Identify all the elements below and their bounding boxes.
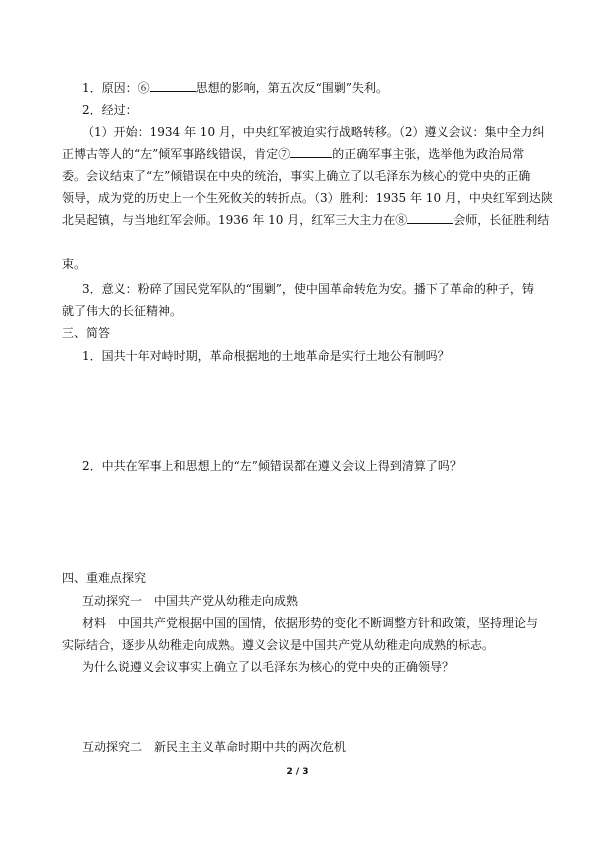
fill-blank-7[interactable] (290, 145, 332, 158)
page-number: 2 / 3 (286, 767, 309, 777)
section-heading-3: 三、简答 (62, 326, 111, 340)
explore-1-title: 互动探究一 中国共产党从幼稚走向成熟 (82, 594, 299, 608)
significance-line-2: 就了伟大的长征精神。 (62, 304, 183, 318)
fill-blank-8[interactable] (407, 211, 453, 224)
process-line-4: 领导，成为党的历史上一个生死攸关的转折点。（3）胜利：1935 年 10 月，中央红军到达陕 (62, 191, 553, 205)
process-line-7: 束。 (62, 257, 87, 271)
material-line-2: 实际结合，逐步从幼稚走向成熟。遵义会议是中国共产党从幼稚走向成熟的标志。 (62, 638, 495, 652)
significance-line-1: 3．意义：粉碎了国民党军队的“围剿”，使中国革命转危为安。播下了革命的种子，铸 (82, 282, 534, 296)
process-line-5: 北吴起镇，与当地红军会师。1936 年 10 月，红军三大主力在⑧ 会师，长征胜利结 (62, 213, 550, 227)
explore-2-title: 互动探究二 新民主主义革命时期中共的两次危机 (82, 740, 347, 754)
text: 会师，长征胜利结 (453, 213, 550, 227)
text: 正博古等人的“左”倾军事路线错误，肯定⑦ (62, 147, 291, 161)
text: 1．原因：⑥ (82, 81, 150, 95)
fill-blank-6[interactable] (150, 79, 196, 92)
process-line-1: （1）开始：1934 年 10 月，中央红军被迫实行战略转移。（2）遵义会议：集中全力纠 (82, 125, 545, 139)
process-line-3: 委。会议结束了“左”倾错误在中央的统治，事实上确立了以毛泽东为核心的党中央的正确 (62, 169, 531, 183)
item-process-heading: 2．经过： (82, 103, 138, 117)
material-line-1: 材料 中国共产党根据中国的国情，依据形势的变化不断调整方针和政策，坚持理论与 (82, 616, 539, 630)
process-line-2 (62, 143, 542, 165)
item-reason (82, 77, 562, 99)
text: 思想的影响，第五次反“围剿”失利。 (195, 81, 388, 95)
explore-1-question: 为什么说遵义会议事实上确立了以毛泽东为核心的党中央的正确领导？ (82, 660, 455, 674)
question-2: 2．中共在军事上和思想上的“左”倾错误都在遵义会议上得到清算了吗？ (82, 459, 462, 473)
section-heading-4: 四、重难点探究 (62, 571, 147, 585)
question-1: 1．国共十年对峙时期，革命根据地的土地革命是实行土地公有制吗？ (82, 349, 450, 363)
text: 的正确军事主张，选举他为政治局常 (332, 147, 525, 161)
